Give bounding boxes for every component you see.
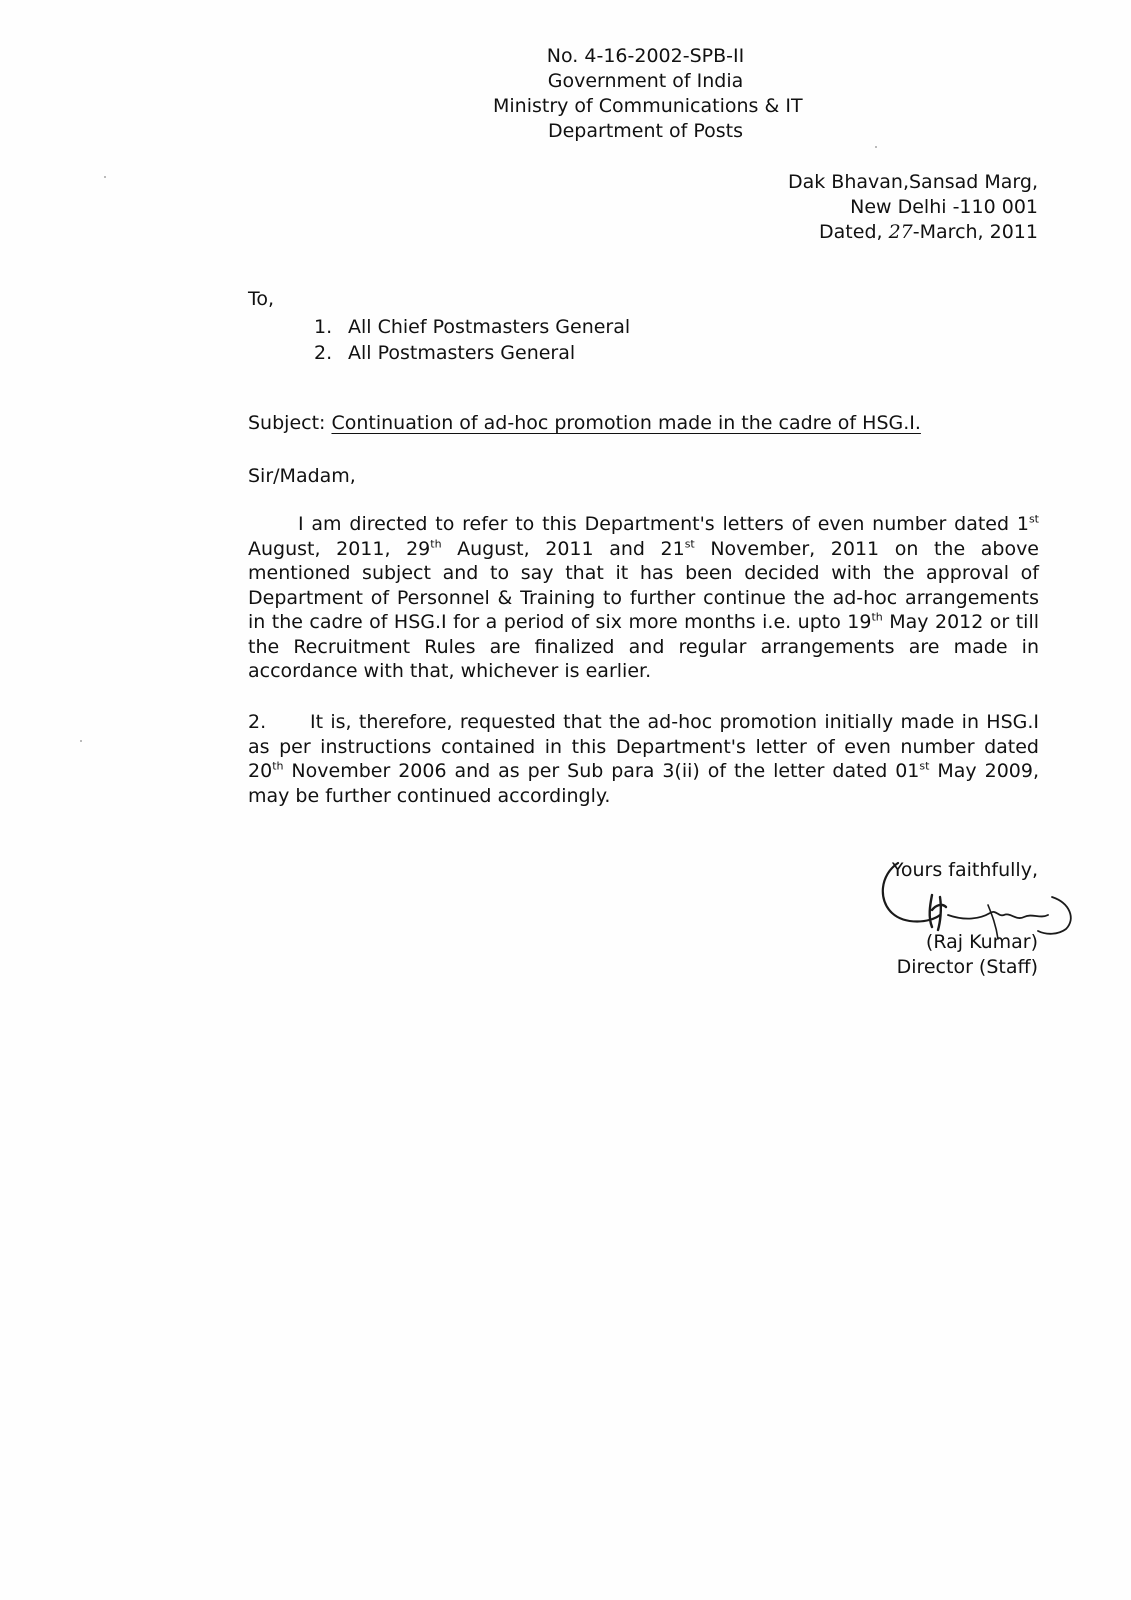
sender-address bbox=[788, 170, 1038, 245]
recipient-name: All Postmasters General bbox=[348, 342, 576, 364]
paragraph-2 bbox=[248, 710, 1039, 808]
recipient-name: All Chief Postmasters General bbox=[348, 316, 631, 338]
file-number: No. 4-16-2002-SPB-II bbox=[546, 45, 745, 67]
recipient-number: 2. bbox=[314, 342, 333, 364]
salutation: Sir/Madam, bbox=[248, 465, 356, 487]
subject-text: Continuation of ad-hoc promotion made in the cadre of HSG.I. bbox=[331, 412, 921, 434]
para2-text: It is, therefore, requested that the ad-hoc promotion initially made in HSG.I as per instructions contained in this Department's letter of even number dated 20 bbox=[248, 711, 1039, 782]
recipient-item bbox=[314, 314, 630, 340]
para1-text: August, 2011 and 21 bbox=[441, 537, 685, 560]
para1-text: I am directed to refer to this Department's letters of even number dated 1 bbox=[298, 513, 1029, 535]
ordinal-suffix: th bbox=[272, 759, 284, 773]
ordinal-suffix: th bbox=[871, 610, 883, 624]
address-line-2: New Delhi -110 001 bbox=[850, 196, 1038, 218]
recipient-number: 1. bbox=[314, 316, 333, 338]
recipient-list bbox=[314, 314, 630, 366]
department-name: Department of Posts bbox=[547, 120, 744, 142]
para1-text: May 2012 or till the Recruitment Rules are finalized and regular arrangements are made in accordance with that, whichever is earlier. bbox=[248, 611, 1039, 682]
para2-text: May 2009, may be further continued accordingly. bbox=[248, 760, 1039, 807]
paragraph-number: 2. bbox=[248, 711, 267, 733]
ministry-name: Ministry of Communications & IT bbox=[493, 95, 803, 117]
date-day-handwritten: 27 bbox=[888, 221, 913, 243]
ordinal-suffix: st bbox=[1028, 512, 1039, 526]
subject-line bbox=[248, 412, 921, 434]
scan-speck bbox=[875, 146, 877, 148]
ordinal-suffix: st bbox=[684, 537, 695, 551]
date-suffix: -March, 2011 bbox=[912, 221, 1038, 243]
paragraph-1 bbox=[248, 512, 1039, 684]
address-line-1: Dak Bhavan,Sansad Marg, bbox=[787, 171, 1038, 193]
recipient-item bbox=[314, 340, 630, 366]
government-name: Government of India bbox=[547, 70, 744, 92]
handwritten-signature bbox=[870, 855, 1080, 950]
letter-header bbox=[493, 44, 803, 144]
date-prefix: Dated, bbox=[819, 221, 889, 243]
ordinal-suffix: th bbox=[430, 537, 442, 551]
scan-speck bbox=[80, 740, 82, 742]
subject-label: Subject: bbox=[248, 412, 332, 434]
signatory-name: (Raj Kumar) bbox=[925, 931, 1038, 953]
para1-text: August, 2011, 29 bbox=[248, 537, 431, 560]
ordinal-suffix: st bbox=[919, 759, 930, 773]
signatory-designation: Director (Staff) bbox=[896, 956, 1038, 978]
to-label: To, bbox=[248, 288, 275, 310]
para1-text: November, 2011 on the above mentioned subject and to say that it has been decided with the approval of Department of Personnel & Training to further continue the ad-hoc arrangements in the cadre of HSG.I for a period of six more months i.e. upto 19 bbox=[248, 537, 1039, 633]
scan-speck bbox=[104, 176, 106, 178]
para2-text: November 2006 and as per Sub para 3(ii) of the letter dated 01 bbox=[283, 760, 920, 782]
letter-date bbox=[788, 220, 1038, 245]
valediction: Yours faithfully, bbox=[891, 859, 1038, 881]
